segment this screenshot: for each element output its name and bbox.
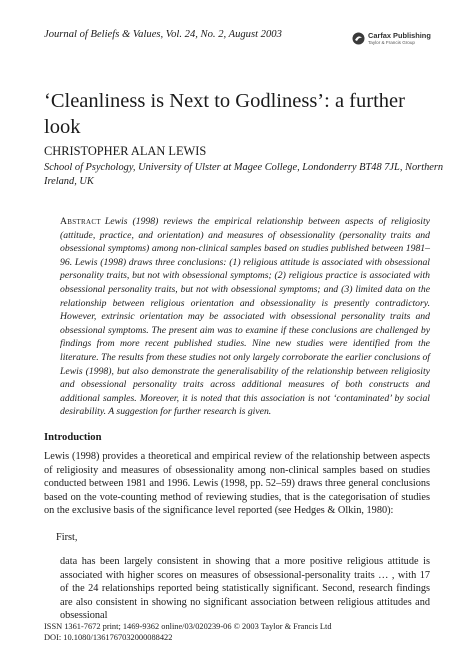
doi-line: DOI: 10.1080/1361767032000088422: [44, 633, 173, 642]
introduction-paragraph: Lewis (1998) provides a theoretical and empirical review of the relationship between aspects of religiosity and measures of obsessionality among non-clinical samples based on studies conducted between 1981 and 1996. Lewis (1998, pp. 52–59) draws three general conclusions based on the vote-counting method of reviewing studies, that is the categorisation of studies on the exclusive basis of the significance level reported (see Hedges & Olkin, 1980):: [44, 451, 430, 517]
publisher-subtitle: Taylor & Francis Group: [368, 40, 415, 45]
page-footer: [44, 621, 464, 643]
author-affiliation: School of Psychology, University of Ulster at Magee College, Londonderry BT48 7JL, Northern Ireland, UK: [44, 162, 444, 187]
author-name: CHRISTOPHER ALAN LEWIS: [44, 144, 207, 158]
publisher-name: Carfax Publishing: [368, 31, 431, 40]
publisher-logo-icon: [352, 32, 365, 45]
abstract-text: Lewis (1998) reviews the empirical relationship between aspects of religiosity (attitude, practice, and orientation) and measures of obsessionality (personality traits and obsessional symptoms) among non-clinical samples based on studies published between 1981–96. Lewis (1998) draws three conclusions: (1) religious attitude is associated with obsessional personality traits, but not with obsessional symptoms; (2) religious practice is associated with obsessional personality traits, but not with obsessional symptoms; and (3) limited data on the relationship between religious orientation and obsessionality is presently contradictory. However, extrinsic orientation may be associated with obsessional personality traits and obsessional symptoms. The present aim was to examine if these conclusions are challenged by findings from more recent published studies. Nine new studies were identified from the literature. The results from these studies not only largely corroborate the earlier conclusions of Lewis (1998), but also demonstrate the generalisability of the relationship between religiosity and obsessional personality traits across additional measures of both constructs and additional samples. Moreover, it is noted that this association is not ‘contaminated’ by social desirability. A suggestion for further research is given.: [60, 216, 430, 418]
block-quote: data has been largely consistent in showing that a more positive religious attitude is associated with higher scores on measures of obsessional-personality traits … , with 17 of the 24 relationships reported being statistically significant. Second, research findings are also consistent in showing no significant association between religious attitudes and obsessional: [60, 556, 430, 622]
article-title: ‘Cleanliness is Next to Godliness’: a further look: [44, 90, 405, 138]
quote-lead: First,: [56, 532, 78, 543]
publisher-logo: [352, 31, 442, 51]
abstract: [60, 215, 430, 419]
section-heading-introduction: Introduction: [44, 432, 102, 443]
abstract-label: Abstract: [60, 216, 101, 227]
journal-header: Journal of Beliefs & Values, Vol. 24, No. 2, August 2003: [44, 29, 282, 40]
issn-line: ISSN 1361-7672 print; 1469-9362 online/03/020239-06 © 2003 Taylor & Francis Ltd: [44, 622, 332, 631]
